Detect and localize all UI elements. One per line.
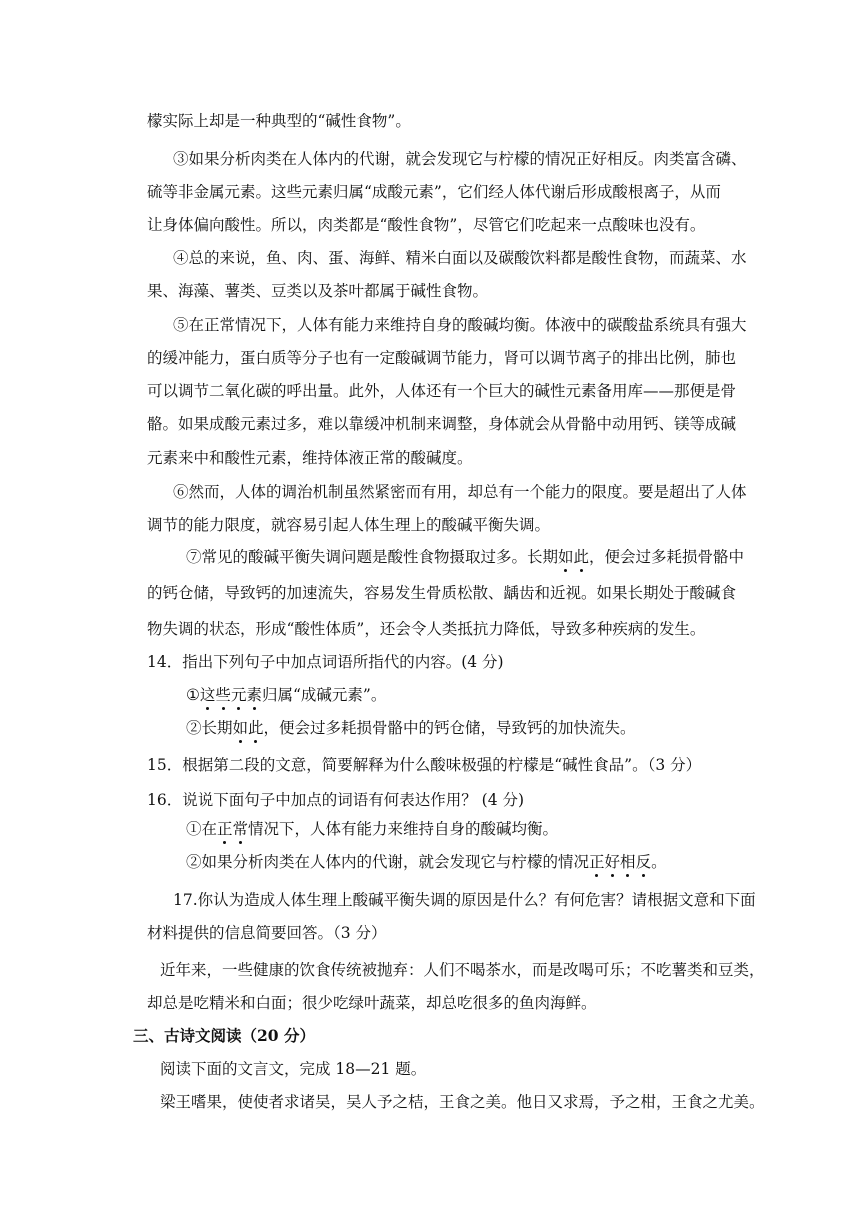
paragraph-4-line-1: ④总的来说，鱼、肉、蛋、海鲜、精米白面以及碳酸饮料都是酸性食物，而蔬菜、水 [173,249,747,267]
paragraph-7-line-3: 物失调的状态，形成“酸性体质”，还会令人类抵抗力降低，导致多种疾病的发生。 [147,620,706,638]
question-14-sentence-1 [186,685,386,705]
paragraph-6-line-1: ⑥然而，人体的调治机制虽然紧密而有用，却总有一个能力的限度。要是超出了人体 [173,483,747,501]
dotted-char: 些 [215,686,231,704]
dotted-char: 好 [604,853,621,871]
text-segment: 情况下，人体有能力来维持自身的酸碱均衡。 [248,820,559,838]
text-segment: ②如果分析肉类在人体内的代谢，就会发现它与柠檬的情况 [186,853,590,871]
classical-text-line-1: 梁王嗜果，使使者求诸吴，吴人予之桔，王食之美。他日又求焉，予之柑，王食之尤美。 [160,1093,765,1111]
paragraph-3-line-2: 硫等非金属元素。这些元素归属“成酸元素”，它们经人体代谢后形成酸根离子，从而 [147,183,721,201]
dotted-char: 此 [573,548,590,566]
dotted-char: 如 [558,548,574,566]
text-segment: ① [186,686,200,704]
question-17-stem-line-2: 材料提供的信息简要回答。（3 分） [147,924,387,942]
dotted-char: 正 [589,853,605,871]
text-segment: ⑦常见的酸碱平衡失调问题是酸性食物摄取过多。长期 [186,548,559,566]
dotted-char: 常 [232,820,249,838]
question-16-sentence-2 [186,852,667,872]
dotted-char: 这 [199,686,216,704]
text-segment: 归属“成碱元素”。 [261,686,387,704]
paragraph-4-line-2: 果、海藻、薯类、豆类以及茶叶都属于碱性食物。 [147,282,489,300]
section-3-heading: 三、古诗文阅读（20 分） [133,1026,315,1045]
question-14-stem: 14．指出下列句子中加点词语所指代的内容。(4 分) [147,653,504,671]
question-17-material-line-1: 近年来，一些健康的饮食传统被抛弃：人们不喝茶水，而是改喝可乐；不吃薯类和豆类， [160,961,765,979]
question-14-sentence-2 [186,718,636,738]
question-15-stem: 15．根据第二段的文意，简要解释为什么酸味极强的柠檬是“碱性食品”。（3 分） [147,756,702,774]
paragraph-2-tail: 檬实际上却是一种典型的“碱性食物”。 [147,112,411,130]
text-segment: ②长期 [186,719,233,737]
paragraph-7-line-1 [186,547,744,567]
question-16-sentence-1 [186,819,558,839]
dotted-char: 反 [635,853,652,871]
paragraph-5-line-1: ⑤在正常情况下，人体有能力来维持自身的酸碱均衡。体液中的碳酸盐系统具有强大 [173,316,747,334]
dotted-char: 元 [230,686,247,704]
paragraph-5-line-4: 骼。如果成酸元素过多，难以靠缓冲机制来调整，身体就会从骨骼中动用钙、镁等成碱 [147,415,737,433]
section-3-instruction: 阅读下面的文言文，完成 18—21 题。 [160,1060,427,1078]
paragraph-5-line-2: 的缓冲能力，蛋白质等分子也有一定酸碱调节能力，肾可以调节离子的排出比例，肺也 [147,349,737,367]
question-17-material-line-2: 却总是吃精米和白面；很少吃绿叶蔬菜，却总吃很多的鱼肉海鲜。 [147,994,597,1012]
dotted-char: 如 [232,719,249,737]
dotted-char: 此 [248,719,264,737]
paragraph-5-line-5: 元素来中和酸性元素，维持体液正常的酸碱度。 [147,449,473,467]
text-segment: 。 [651,853,667,871]
paragraph-6-line-2: 调节的能力限度，就容易引起人体生理上的酸碱平衡失调。 [147,516,551,534]
dotted-char: 正 [217,820,233,838]
dotted-char: 素 [246,686,262,704]
question-16-stem: 16．说说下面句子中加点的词语有何表达作用？ (4 分) [147,791,525,809]
paragraph-5-line-3: 可以调节二氧化碳的呼出量。此外，人体还有一个巨大的碱性元素备用库——那便是骨 [147,382,737,400]
paragraph-3-line-3: 让身体偏向酸性。所以，肉类都是“酸性食物”，尽管它们吃起来一点酸味也没有。 [147,216,706,234]
paragraph-3-line-1: ③如果分析肉类在人体内的代谢，就会发现它与柠檬的情况正好相反。肉类富含磷、 [173,150,747,168]
text-segment: ①在 [186,820,218,838]
dotted-char: 相 [620,853,636,871]
paragraph-7-line-2: 的钙仓储，导致钙的加速流失，容易发生骨质松散、龋齿和近视。如果长期处于酸碱食 [147,584,737,602]
question-17-stem-line-1: 17.你认为造成人体生理上酸碱平衡失调的原因是什么？有何危害？请根据文意和下面 [173,891,756,909]
text-segment: ，便会过多耗损骨骼中 [589,548,745,566]
text-segment: ，便会过多耗损骨骼中的钙仓储，导致钙的加快流失。 [263,719,636,737]
